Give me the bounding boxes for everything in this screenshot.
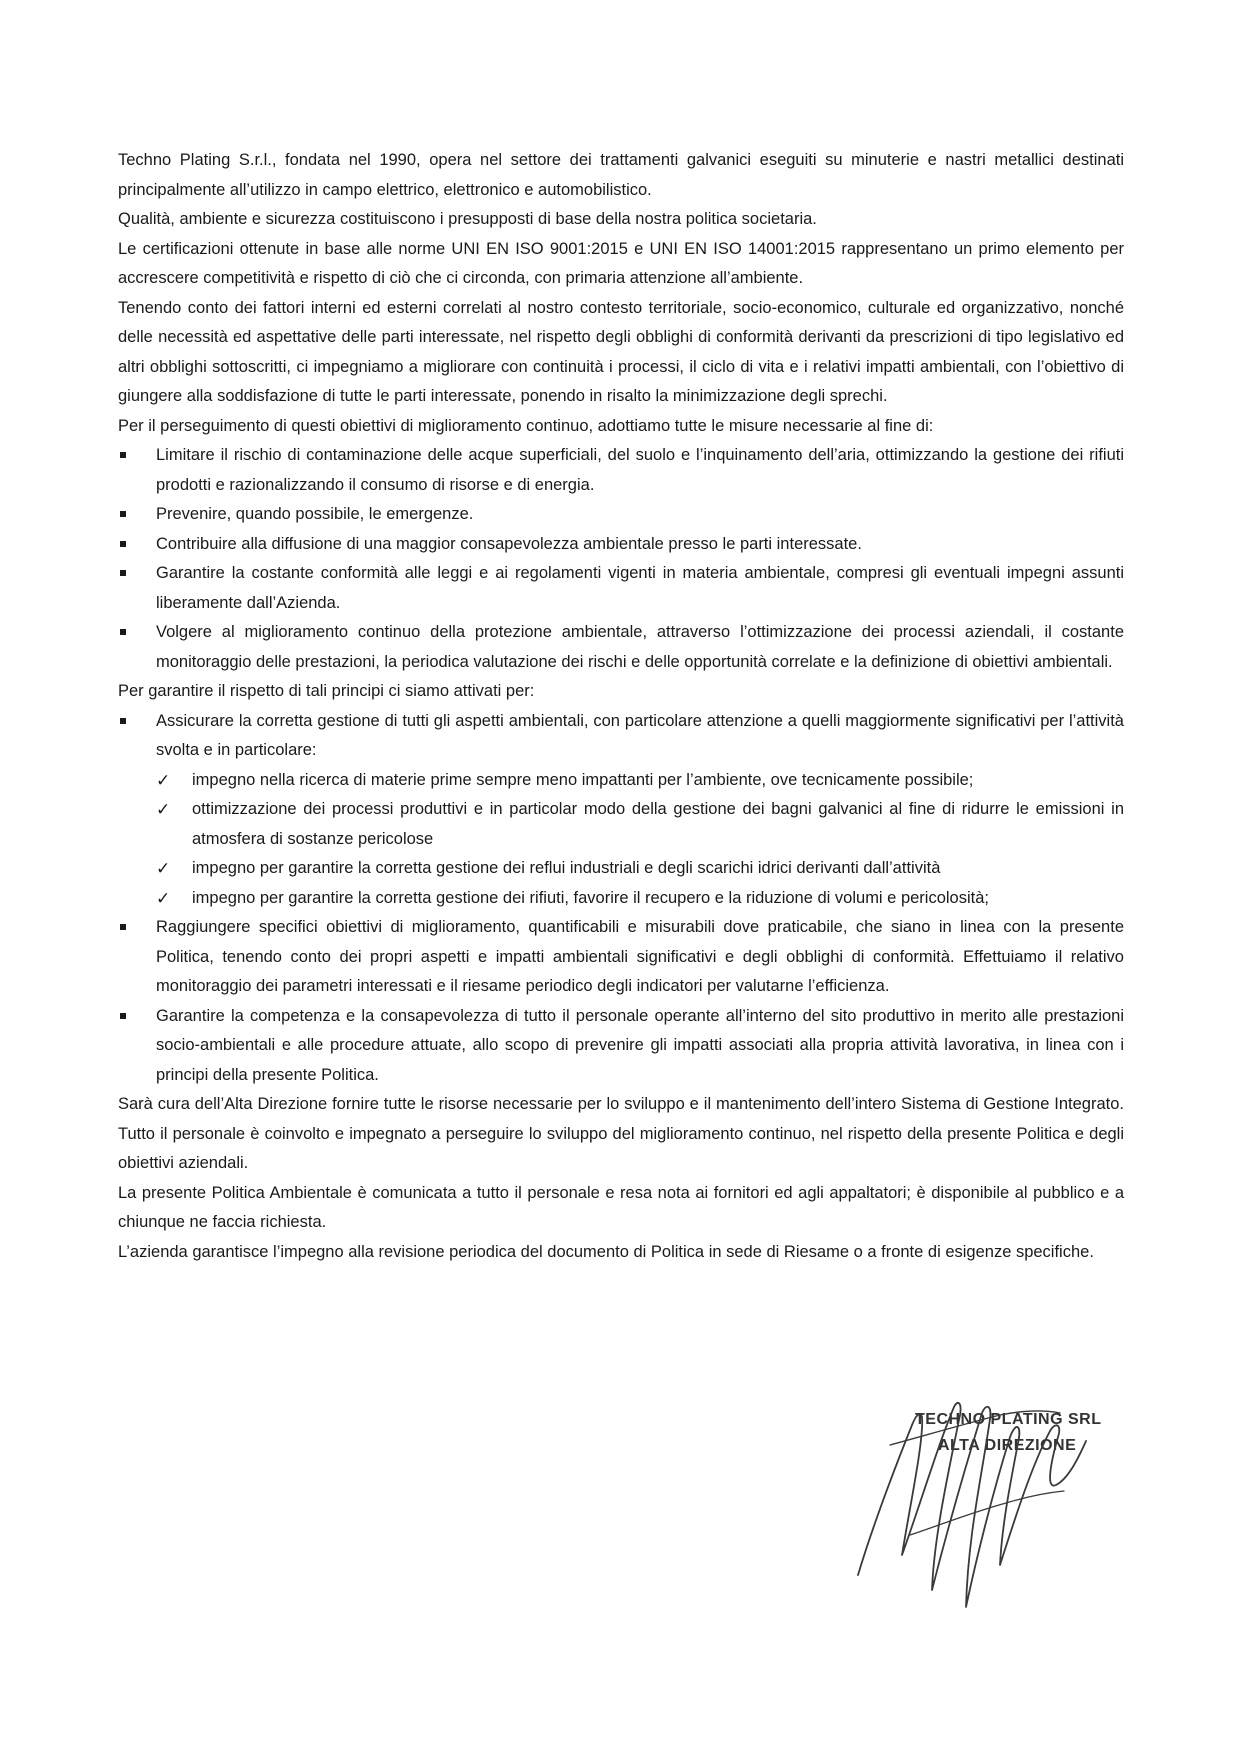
intro-paragraph-2: Qualità, ambiente e sicurezza costituiscono i presupposti di base della nostra politica societaria.	[118, 210, 817, 228]
signature-block	[850, 1385, 1110, 1620]
intro-paragraph-3: Le certificazioni ottenute in base alle norme UNI EN ISO 9001:2015 e UNI EN ISO 14001:2015 rappresentano un primo elemento per accrescere competitività e rispetto di ciò che ci circonda, con primaria attenzione all’ambiente.	[118, 239, 1124, 287]
checkmark-icon: ✓	[156, 800, 171, 819]
closing-paragraph-3: L’azienda garantisce l’impegno alla revisione periodica del documento di Politica in sede di Riesame o a fronte di esigenze specifiche.	[118, 1242, 1094, 1261]
measure-item	[118, 441, 1124, 500]
square-bullet-icon	[120, 570, 126, 576]
check-text: ottimizzazione dei processi produttivi e in particolar modo della gestione dei bagni galvanici al fine di ridurre le emissioni in atmosfera di sostanze pericolose	[192, 800, 1124, 848]
signature-role: ALTA DIREZIONE	[938, 1437, 1077, 1454]
measure-text: Garantire la costante conformità alle leggi e ai regolamenti vigenti in materia ambientale, compresi gli eventuali impegni assunti liberamente dall’Azienda.	[156, 564, 1124, 612]
commitment-text: Assicurare la corretta gestione di tutti gli aspetti ambientali, con particolare attenzione a quelli maggiormente significativi per l’attività svolta e in particolare:	[156, 711, 1124, 759]
commitment-text: Garantire la competenza e la consapevolezza di tutto il personale operante all’interno del sito produttivo in merito alle prestazioni socio-ambientali e alle procedure attuate, allo scopo di prevenire gli impatti associati alla propria attività lavorativa, in linea con i principi della presente Politica.	[156, 1006, 1124, 1084]
commitment-item	[118, 1002, 1124, 1091]
checkmark-icon: ✓	[156, 888, 171, 908]
intro-paragraph-5: Per il perseguimento di questi obiettivi di miglioramento continuo, adottiamo tutte le misure necessarie al fine di:	[118, 416, 934, 435]
measure-item	[118, 500, 1124, 530]
commitments-list	[118, 707, 1124, 1091]
check-text: impegno per garantire la corretta gestione dei reflui industriali e degli scarichi idrici derivanti dall’attività	[192, 859, 941, 877]
intro-paragraph-4: Tenendo conto dei fattori interni ed esterni correlati al nostro contesto territoriale, socio-economico, culturale ed organizzativo, nonché delle necessità ed aspettative delle parti interessate, nel rispetto degli obblighi di conformità derivanti da prescrizioni di tipo legislativo ed altri obblighi sottoscritti, ci impegniamo a migliorare con continuità i processi, il ciclo di vita e i relativi impatti ambientali, con l’obiettivo di giungere alla soddisfazione di tutte le parti interessate, ponendo in risalto la minimizzazione degli sprechi.	[118, 298, 1124, 405]
closing-paragraph-1: Sarà cura dell’Alta Direzione fornire tutte le risorse necessarie per lo sviluppo e il mantenimento dell’intero Sistema di Gestione Integrato. Tutto il personale è coinvolto e impegnato a perseguire lo sviluppo del miglioramento continuo, nel rispetto della presente Politica e degli obiettivi aziendali.	[118, 1095, 1124, 1172]
check-item	[156, 795, 1124, 854]
policy-body	[118, 146, 1124, 1267]
square-bullet-icon	[120, 541, 126, 547]
square-bullet-icon	[120, 718, 126, 724]
square-bullet-icon	[120, 924, 126, 930]
checkmark-icon: ✓	[156, 770, 171, 790]
measure-text: Prevenire, quando possibile, le emergenze.	[156, 505, 474, 523]
measure-item	[118, 618, 1124, 677]
intro-paragraph-1: Techno Plating S.r.l., fondata nel 1990, opera nel settore dei trattamenti galvanici eseguiti su minuterie e nastri metallici destinati principalmente all’utilizzo in campo elettrico, elettronico e automobilistico.	[118, 151, 1124, 199]
square-bullet-icon	[120, 1013, 126, 1019]
signature-company: TECHNO PLATING SRL	[915, 1411, 1102, 1428]
square-bullet-icon	[120, 629, 126, 635]
check-item	[156, 884, 1124, 914]
square-bullet-icon	[120, 452, 126, 458]
check-item	[156, 766, 1124, 796]
commitment-item	[118, 913, 1124, 1002]
commitment-item	[118, 707, 1124, 914]
measure-text: Volgere al miglioramento continuo della protezione ambientale, attraverso l’ottimizzazione dei processi aziendali, il costante monitoraggio delle prestazioni, la periodica valutazione dei rischi e delle opportunità correlate e la definizione di obiettivi ambientali.	[156, 623, 1124, 671]
commitments-intro: Per garantire il rispetto di tali principi ci siamo attivati per:	[118, 682, 535, 700]
measure-item	[118, 530, 1124, 560]
measure-text: Limitare il rischio di contaminazione delle acque superficiali, del suolo e l’inquinamento dell’aria, ottimizzando la gestione dei rifiuti prodotti e razionalizzando il consumo di risorse e di energia.	[156, 446, 1124, 494]
closing-paragraph-2: La presente Politica Ambientale è comunicata a tutto il personale e resa nota ai fornitori ed agli appaltatori; è disponibile al pubblico e a chiunque ne faccia richiesta.	[118, 1183, 1124, 1231]
checkmark-icon: ✓	[156, 859, 171, 878]
check-text: impegno per garantire la corretta gestione dei rifiuti, favorire il recupero e la riduzione di volumi e pericolosità;	[192, 888, 989, 907]
check-item	[156, 854, 1124, 884]
measure-item	[118, 559, 1124, 618]
square-bullet-icon	[120, 511, 126, 517]
handwritten-signature	[850, 1385, 1110, 1620]
check-text: impegno nella ricerca di materie prime sempre meno impattanti per l’ambiente, ove tecnicamente possibile;	[192, 770, 974, 789]
measure-text: Contribuire alla diffusione di una maggior consapevolezza ambientale presso le parti interessate.	[156, 534, 862, 553]
commitment-text: Raggiungere specifici obiettivi di miglioramento, quantificabili e misurabili dove praticabile, che siano in linea con la presente Politica, tenendo conto dei propri aspetti e impatti ambientali significativi e degli obblighi di conformità. Effettuiamo il relativo monitoraggio dei parametri interessati e il riesame periodico degli indicatori per valutarne l’efficienza.	[156, 918, 1124, 995]
measures-list	[118, 441, 1124, 677]
checks-list	[156, 766, 1124, 914]
